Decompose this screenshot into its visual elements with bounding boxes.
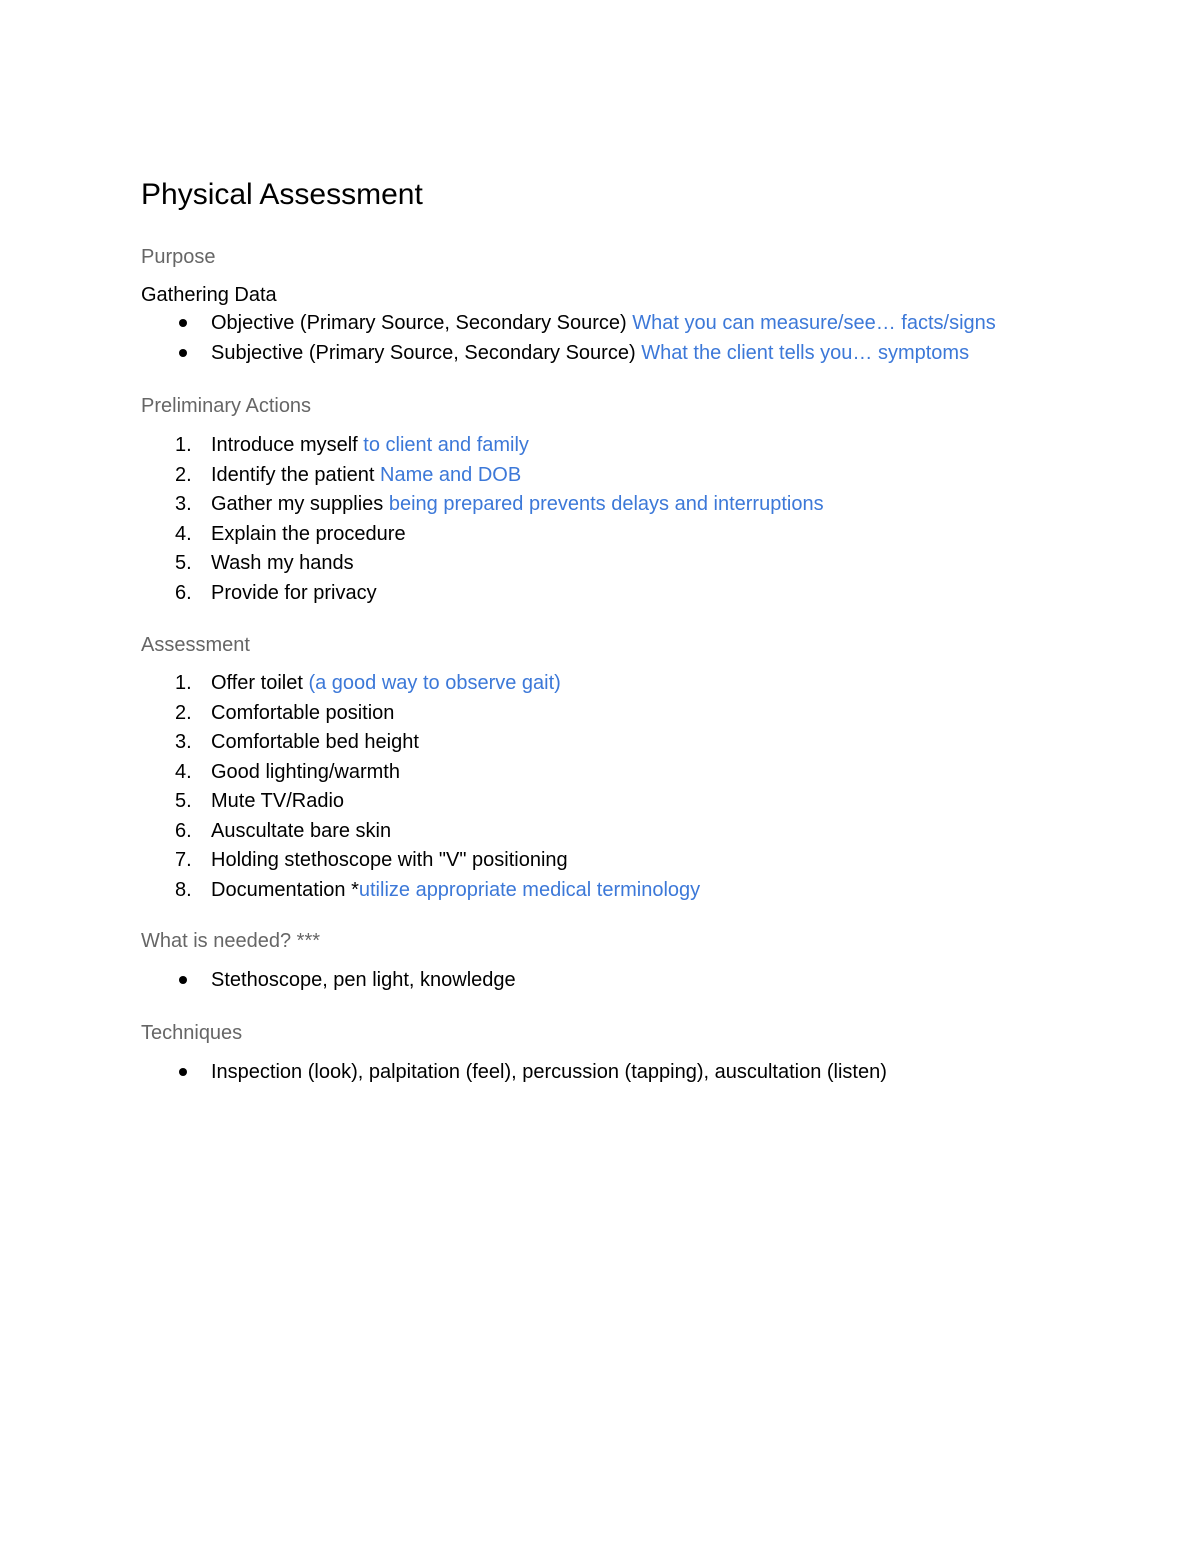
bullet-icon: [179, 1068, 187, 1076]
item-text: Objective (Primary Source, Secondary Source): [211, 312, 633, 334]
item-text: Mute TV/Radio: [211, 790, 345, 812]
item-text: Documentation *: [211, 878, 359, 901]
item-text: Comfortable bed height: [211, 731, 419, 753]
item-number: 1.: [175, 434, 192, 456]
item-number: 4.: [175, 522, 192, 545]
techniques-heading: Techniques: [141, 1022, 243, 1044]
item-number: 5.: [175, 790, 192, 812]
item-text: Comfortable position: [211, 701, 395, 724]
item-note: being prepared prevents delays and interruptions: [388, 493, 824, 515]
bullet-icon: [179, 976, 187, 984]
item-text: Subjective (Primary Source, Secondary Source): [211, 341, 642, 364]
item-number: 1.: [175, 672, 192, 694]
item-number: 2.: [175, 701, 192, 724]
item-note: What you can measure/see… facts/signs: [632, 312, 996, 334]
item-number: 5.: [175, 552, 192, 574]
item-number: 3.: [175, 731, 192, 753]
item-text: Holding stethoscope with "V" positioning: [211, 849, 568, 871]
item-text: Identify the patient: [211, 463, 381, 486]
item-note: to client and family: [363, 434, 529, 456]
item-text: Introduce myself: [211, 434, 364, 456]
item-note: (a good way to observe gait): [308, 672, 561, 694]
item-number: 8.: [175, 878, 192, 901]
item-number: 6.: [175, 581, 192, 604]
needed-heading: What is needed? ***: [141, 930, 321, 952]
item-text: Gather my supplies: [211, 493, 389, 515]
item-text: Auscultate bare skin: [211, 819, 392, 842]
preliminary-heading: Preliminary Actions: [141, 395, 312, 417]
item-number: 4.: [175, 760, 192, 783]
item-number: 3.: [175, 493, 192, 515]
item-text: Provide for privacy: [211, 581, 377, 604]
bullet-icon: [179, 319, 187, 327]
item-note: Name and DOB: [380, 463, 522, 486]
item-number: 6.: [175, 819, 192, 842]
item-text: Stethoscope, pen light, knowledge: [211, 969, 516, 991]
purpose-heading: Purpose: [141, 246, 216, 268]
item-number: 7.: [175, 849, 192, 871]
item-text: Inspection (look), palpitation (feel), percussion (tapping), auscultation (listen): [211, 1061, 887, 1083]
item-text: Offer toilet: [211, 672, 309, 694]
assessment-heading: Assessment: [141, 634, 250, 656]
document-title: Physical Assessment: [141, 178, 423, 211]
item-note: utilize appropriate medical terminology: [358, 878, 701, 901]
purpose-intro: Gathering Data: [141, 284, 277, 306]
item-text: Explain the procedure: [211, 522, 406, 545]
bullet-icon: [179, 349, 187, 357]
item-text: Good lighting/warmth: [211, 760, 400, 783]
item-note: What the client tells you… symptoms: [641, 341, 970, 364]
item-text: Wash my hands: [211, 552, 354, 574]
item-number: 2.: [175, 463, 192, 486]
